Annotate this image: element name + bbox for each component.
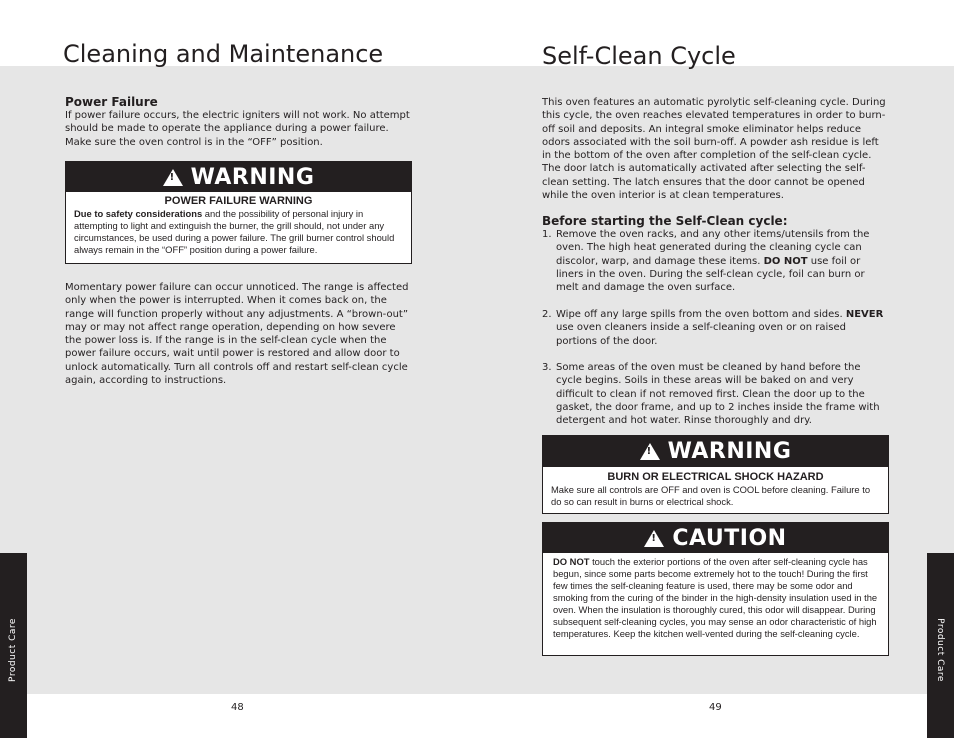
page-number-left: 48 — [231, 702, 244, 713]
right-page-title: Self-Clean Cycle — [542, 42, 736, 70]
warning-triangle-icon: ! — [640, 443, 660, 460]
before-start-heading: Before starting the Self-Clean cycle: — [542, 214, 788, 228]
warning-label: WARNING — [190, 164, 315, 190]
step-post: use foil or liners in the oven. During the self-clean cycle, foil can burn or melt and damage the oven surface. — [556, 255, 865, 294]
warning-label: WARNING — [667, 439, 792, 464]
warning-bold-lead: Due to safety considerations — [74, 208, 203, 219]
step-bold: NEVER — [845, 309, 884, 320]
warning-box-title: BURN OR ELECTRICAL SHOCK HAZARD — [607, 471, 824, 483]
side-tab-right-label: Product Care — [935, 618, 945, 682]
power-failure-heading: Power Failure — [65, 95, 158, 109]
caution-bold-lead: DO NOT — [553, 556, 590, 567]
warning-header — [543, 436, 888, 467]
footer-strip — [0, 694, 954, 738]
step-text — [556, 228, 886, 294]
power-failure-text: If power failure occurs, the electric igniters will not work. No attempt should be made to operate the appliance during a power failure. Make sure the oven control is in the “OFF” position. — [65, 110, 410, 148]
caution-box-body — [543, 556, 888, 640]
warning-box-title: POWER FAILURE WARNING — [164, 195, 313, 207]
step-post: use oven cleaners inside a self-cleaning oven or on raised portions of the door. — [556, 322, 846, 347]
step-pre: Some areas of the oven must be cleaned by hand before the cycle begins. Soils in these areas will be baked on and very difficult to clean if not removed first. Clean the door up to the gasket, the door frame, and up to 2 inches inside the frame with detergent and hot water. Rinse thoroughly and dry. — [556, 362, 880, 427]
step-bold: DO NOT — [763, 255, 808, 267]
warning-triangle-icon: ! — [644, 530, 664, 547]
burn-shock-warning-box — [542, 435, 889, 514]
step-number: 2. — [542, 309, 552, 320]
warning-box-body — [66, 208, 411, 256]
step-pre: Remove the oven racks, and any other items/utensils from the oven. The high heat generated during the cleaning cycle can discolor, warp, and damage these items. — [556, 229, 870, 267]
step-number: 1. — [542, 229, 552, 240]
step-number: 3. — [542, 362, 552, 373]
self-clean-intro: This oven features an automatic pyrolytic self-cleaning cycle. During this cycle, the oven reaches elevated temperatures in order to burn-off soil and deposits. An integral smoke eliminator helps reduce odors associated with the soil burn-off. A powder ash residue is left in the bottom of the oven after completion of the self-clean cycle. The door latch is automatically activated after selecting the self-clean setting. The latch ensures that the door cannot be opened while the oven interior is at clean temperatures. — [542, 97, 886, 202]
left-page-title: Cleaning and Maintenance — [63, 40, 384, 68]
step-pre: Wipe off any large spills from the oven bottom and sides. — [556, 309, 846, 320]
side-tab-left-label: Product Care — [8, 618, 18, 682]
caution-box — [542, 522, 889, 656]
step-text — [556, 308, 886, 348]
step-text — [556, 361, 886, 427]
caution-label: CAUTION — [672, 525, 787, 551]
power-failure-warning-box — [65, 161, 412, 264]
caution-body-text: touch the exterior portions of the oven after self-cleaning cycle has begun, since some parts become extremely hot to the touch! During the first few times the self-cleaning feature is used, there may be some odor and smoking from the curing of the binder in the high-density insulation used in the oven. When the insulation is thoroughly cured, this odor will disappear. During subsequent self-cleaning cycles, you may sense an odor characteristic of high temperatures. Keep the kitchen well-vented during the self-cleaning cycle. — [553, 556, 878, 639]
warning-body-text: and the possibility of personal injury in attempting to light and extinguish the burner, the grill should, not under any circumstances, be used during a power failure. The grill burner control should always remain in the “OFF” position during a power failure. — [74, 208, 395, 255]
page-number-right: 49 — [709, 702, 722, 713]
warning-header — [66, 162, 411, 192]
warning-triangle-icon: ! — [163, 169, 183, 186]
caution-header — [543, 523, 888, 553]
warning-box-body: Make sure all controls are OFF and oven is COOL before cleaning. Failure to do so can result in burns or electrical shock. — [551, 484, 871, 507]
momentary-failure-text: Momentary power failure can occur unnoticed. The range is affected only when the power is interrupted. When it comes back on, the range will function properly without any adjustments. A “brown-out” may or may not affect range operation, depending on how severe the power loss is. If the range is in the self-clean cycle when the power failure occurs, wait until power is restored and allow door to unlock automatically. Turn all controls off and restart self-clean cycle again, according to instructions. — [65, 282, 409, 387]
